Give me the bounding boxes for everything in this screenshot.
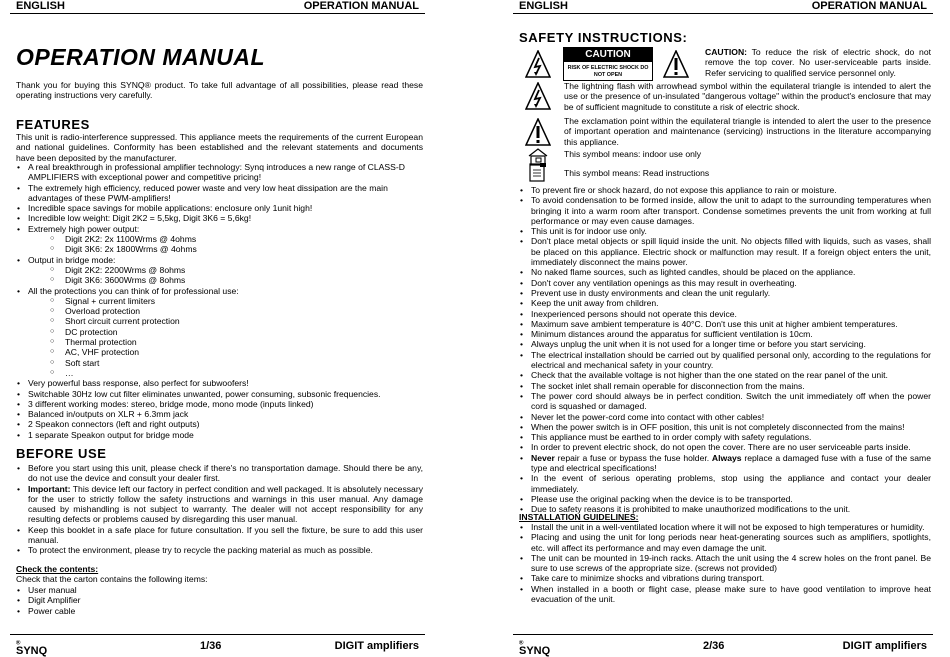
protections-list <box>28 296 423 378</box>
lightning-warning-icon <box>525 82 551 110</box>
list-item: • To protect the environment, please try to recycle the packing material as much as possible. <box>16 545 423 555</box>
list-item: • Keep this booklet in a safe place for future consultation. If you sell the fixture, be sure to add this user manual. <box>16 525 423 546</box>
list-item: • To avoid condensation to be formed inside, allow the unit to adapt to the surrounding temperatures when bringing it into a warm room after transport. Condense sometimes prevents the unit from working at full performance or may even cause damages. <box>519 195 931 226</box>
list-item: • In order to prevent electric shock, do not open the cover. There are no user serviceable parts inside. <box>519 442 931 452</box>
list-item: • All the protections you can think of for professional use: ○ Signal + current limiters ○ Overload protection ○ Short circuit current protection ○ DC protection ○ Thermal protection ○ AC, VHF protection ○ Soft start ○ … <box>16 286 423 379</box>
footer-product: DIGIT amplifiers <box>334 640 419 652</box>
caution-label-box <box>563 47 653 81</box>
page-footer <box>513 634 933 657</box>
lightning-warning-icon <box>525 50 551 78</box>
left-page <box>10 0 425 657</box>
list-item: • Balanced in/outputs on XLR + 6.3mm jack <box>16 409 423 419</box>
list-item: • Power cable <box>16 606 423 616</box>
list-item: • Minimum distances around the apparatus for sufficient ventilation is 10cm. <box>519 329 931 339</box>
safety-list <box>519 185 931 515</box>
list-item: • Don't place metal objects or spill liquid inside the unit. No objects filled with liquids, such as vases, shall be placed on this appliance. Electric shock or malfunction may result. If a foreign object enters the unit, immediately disconnect the mains power. <box>519 236 931 267</box>
features-heading: FEATURES <box>16 117 90 132</box>
page-footer <box>10 634 425 657</box>
list-item: ○ Digit 3K6: 3600Wrms @ 8ohms <box>50 275 423 285</box>
features-list <box>16 162 423 440</box>
list-item: • The electrical installation should be carried out by qualified personal only, according to the regulations for electrical and mechanical safety in your country. <box>519 350 931 371</box>
before-use-list <box>16 463 423 556</box>
caution-label: CAUTION <box>564 48 652 62</box>
list-item: • The socket inlet shall remain operable for disconnection from the mains. <box>519 381 931 391</box>
list-item: • Keep the unit away from children. <box>519 298 931 308</box>
list-item: • Take care to minimize shocks and vibrations during transport. <box>519 573 931 583</box>
list-item: • When installed in a booth or flight case, please make sure to have good ventilation to improve heat evacuation of the unit. <box>519 584 931 605</box>
bridge-output-list <box>28 265 423 286</box>
page-header <box>513 0 933 14</box>
list-item: • No naked flame sources, such as lighted candles, should be placed on the appliance. <box>519 267 931 277</box>
list-item: • 3 different working modes: stereo, bridge mode, mono mode (inputs linked) <box>16 399 423 409</box>
list-item: • Before you start using this unit, please check if there's no transportation damage. Should there be any, do not use the device and consult your dealer first. <box>16 463 423 484</box>
list-item: • Important: This device left our factory in perfect condition and well packaged. It is absolutely necessary for the user to strictly follow the safety instructions and warnings in this user manual. Any damage caused by mishandling is not subject to warranty. The dealer will not accept responsibility for any resulting defects or problems caused by disregarding this user manual. <box>16 484 423 525</box>
exclamation-warning-icon <box>663 50 689 78</box>
power-output-list <box>28 234 423 255</box>
list-item: ○ AC, VHF protection <box>50 347 423 357</box>
list-item: • This appliance must be earthed to in order comply with safety regulations. <box>519 432 931 442</box>
footer-page-number: 2/36 <box>703 640 725 652</box>
list-item: • Always unplug the unit when it is not used for a longer time or before you start servicing. <box>519 339 931 349</box>
list-item: • Placing and using the unit for long periods near heat-generating sources such as amplifiers, spotlights, etc. will affect its performance and may even damage the unit. <box>519 532 931 553</box>
list-item: • The power cord should always be in perfect condition. Switch the unit immediately off when the power cord is squashed or damaged. <box>519 391 931 412</box>
list-item: ○ Digit 2K2: 2x 1100Wrms @ 4ohms <box>50 234 423 244</box>
list-item: • In the event of serious operating problems, stop using the appliance and contact your dealer immediately. <box>519 473 931 494</box>
list-item: • This unit is for indoor use only. <box>519 226 931 236</box>
list-item: • Extremely high power output: ○ Digit 2K2: 2x 1100Wrms @ 4ohms ○ Digit 3K6: 2x 1800Wrms @ 4ohms <box>16 224 423 255</box>
list-item: • The unit can be mounted in 19-inch racks. Attach the unit using the 4 screw holes on the front panel. Be sure to use screws of the appropriate size. (screws not provided) <box>519 553 931 574</box>
list-item: • Incredible low weight: Digit 2K2 = 5,5kg, Digit 3K6 = 5,6kg! <box>16 213 423 223</box>
list-item: • 2 Speakon connectors (left and right outputs) <box>16 419 423 429</box>
list-item: • Maximum save ambient temperature is 40°C. Don't use this unit at higher ambient temperatures. <box>519 319 931 329</box>
contents-heading: Check the contents: <box>16 564 99 574</box>
list-item: ○ Signal + current limiters <box>50 296 423 306</box>
page-title: OPERATION MANUAL <box>16 44 266 70</box>
list-item: • The extremely high efficiency, reduced power waste and very low heat dissipation are the main advantages of these PWM-amplifiers! <box>16 183 423 204</box>
exclamation-warning-icon <box>525 118 551 146</box>
installation-list <box>519 522 931 604</box>
list-item: • When the power switch is in OFF position, this unit is not completely disconnected from the mains! <box>519 422 931 432</box>
header-language: ENGLISH <box>519 0 568 12</box>
list-item: • Never repair a fuse or bypass the fuse holder. Always replace a damaged fuse with a fuse of the same type and electrical specifications! <box>519 453 931 474</box>
list-item: • Check that the available voltage is not higher than the one stated on the rear panel of the unit. <box>519 370 931 380</box>
list-item: • Install the unit in a well-ventilated location where it will not be exposed to high temperatures or humidity. <box>519 522 931 532</box>
list-item: • Prevent use in dusty environments and clean the unit regularly. <box>519 288 931 298</box>
list-item: • Never let the power-cord come into contact with other cables! <box>519 412 931 422</box>
safety-heading: SAFETY INSTRUCTIONS: <box>519 30 688 45</box>
footer-page-number: 1/36 <box>200 640 222 652</box>
header-title: OPERATION MANUAL <box>811 0 927 12</box>
list-item: ○ Soft start <box>50 358 423 368</box>
page-header <box>10 0 425 14</box>
list-item: • Digit Amplifier <box>16 595 423 605</box>
exclamation-paragraph: The exclamation point within the equilateral triangle is intended to alert the user to the presence of important operation and maintenance (servicing) instructions in the literature accompanying this appliance. <box>564 116 931 147</box>
right-page <box>513 0 933 657</box>
list-item: • A real breakthrough in professional amplifier technology: Synq introduces a new range of CLASS-D AMPLIFIERS with exceptional power and competitive pricing! <box>16 162 423 183</box>
list-item: • Output in bridge mode: ○ Digit 2K2: 2200Wrms @ 8ohms ○ Digit 3K6: 3600Wrms @ 8ohms <box>16 255 423 286</box>
header-language: ENGLISH <box>16 0 65 12</box>
list-item: • Please use the original packing when the device is to be transported. <box>519 494 931 504</box>
footer-brand: SYNQ ® <box>519 640 551 657</box>
indoor-use-text: This symbol means: indoor use only <box>564 149 702 159</box>
read-instructions-text: This symbol means: Read instructions <box>564 168 710 178</box>
list-item: • Inexperienced persons should not operate this device. <box>519 309 931 319</box>
list-item: • Very powerful bass response, also perfect for subwoofers! <box>16 378 423 388</box>
intro-paragraph: Thank you for buying this SYNQ® product. To take full advantage of all possibilities, please read these operating instructions very carefully. <box>16 80 423 101</box>
list-item: • 1 separate Speakon output for bridge mode <box>16 430 423 440</box>
features-intro: This unit is radio-interference suppressed. This appliance meets the requirements of the current European and national guidelines. Conformity has been established and the relevant statements and documents have been deposited by the manufacturer. <box>16 132 423 163</box>
contents-list <box>16 585 423 616</box>
list-item: ○ DC protection <box>50 327 423 337</box>
list-item: ○ Short circuit current protection <box>50 316 423 326</box>
contents-intro: Check that the carton contains the following items: <box>16 574 208 584</box>
list-item: ○ Thermal protection <box>50 337 423 347</box>
lightning-paragraph: The lightning flash with arrowhead symbol within the equilateral triangle is intended to alert the use or the presence of un-insulated "dangerous voltage" within the product's enclosure that may be of sufficient magnitude to constitute a risk of electric shock. <box>564 81 931 112</box>
footer-product: DIGIT amplifiers <box>842 640 927 652</box>
list-item: ○ Digit 2K2: 2200Wrms @ 8ohms <box>50 265 423 275</box>
footer-brand: SYNQ ® <box>16 640 48 657</box>
before-use-heading: BEFORE USE <box>16 446 107 461</box>
list-item: • Due to safety reasons it is prohibited to make unauthorized modifications to the unit. <box>519 504 931 514</box>
header-title: OPERATION MANUAL <box>303 0 419 12</box>
list-item: ○ Digit 3K6: 2x 1800Wrms @ 4ohms <box>50 244 423 254</box>
installation-heading: INSTALLATION GUIDELINES: <box>519 512 639 522</box>
list-item: • To prevent fire or shock hazard, do not expose this appliance to rain or moisture. <box>519 185 931 195</box>
list-item: • Switchable 30Hz low cut filter eliminates unwanted, power consuming, subsonic frequencies. <box>16 389 423 399</box>
caution-paragraph: CAUTION: To reduce the risk of electric shock, do not remove the top cover. No user-serviceable parts inside. Refer servicing to qualified service personnel only. <box>705 47 931 78</box>
caution-sublabel: RISK OF ELECTRIC SHOCK DO NOT OPEN <box>567 65 649 78</box>
list-item: • Don't cover any ventilation openings as this may result in overheating. <box>519 278 931 288</box>
list-item: • User manual <box>16 585 423 595</box>
list-item: ○ … <box>50 368 423 378</box>
read-instructions-icon <box>528 162 548 182</box>
list-item: • Incredible space savings for mobile applications: enclosure only 1unit high! <box>16 203 423 213</box>
list-item: ○ Overload protection <box>50 306 423 316</box>
